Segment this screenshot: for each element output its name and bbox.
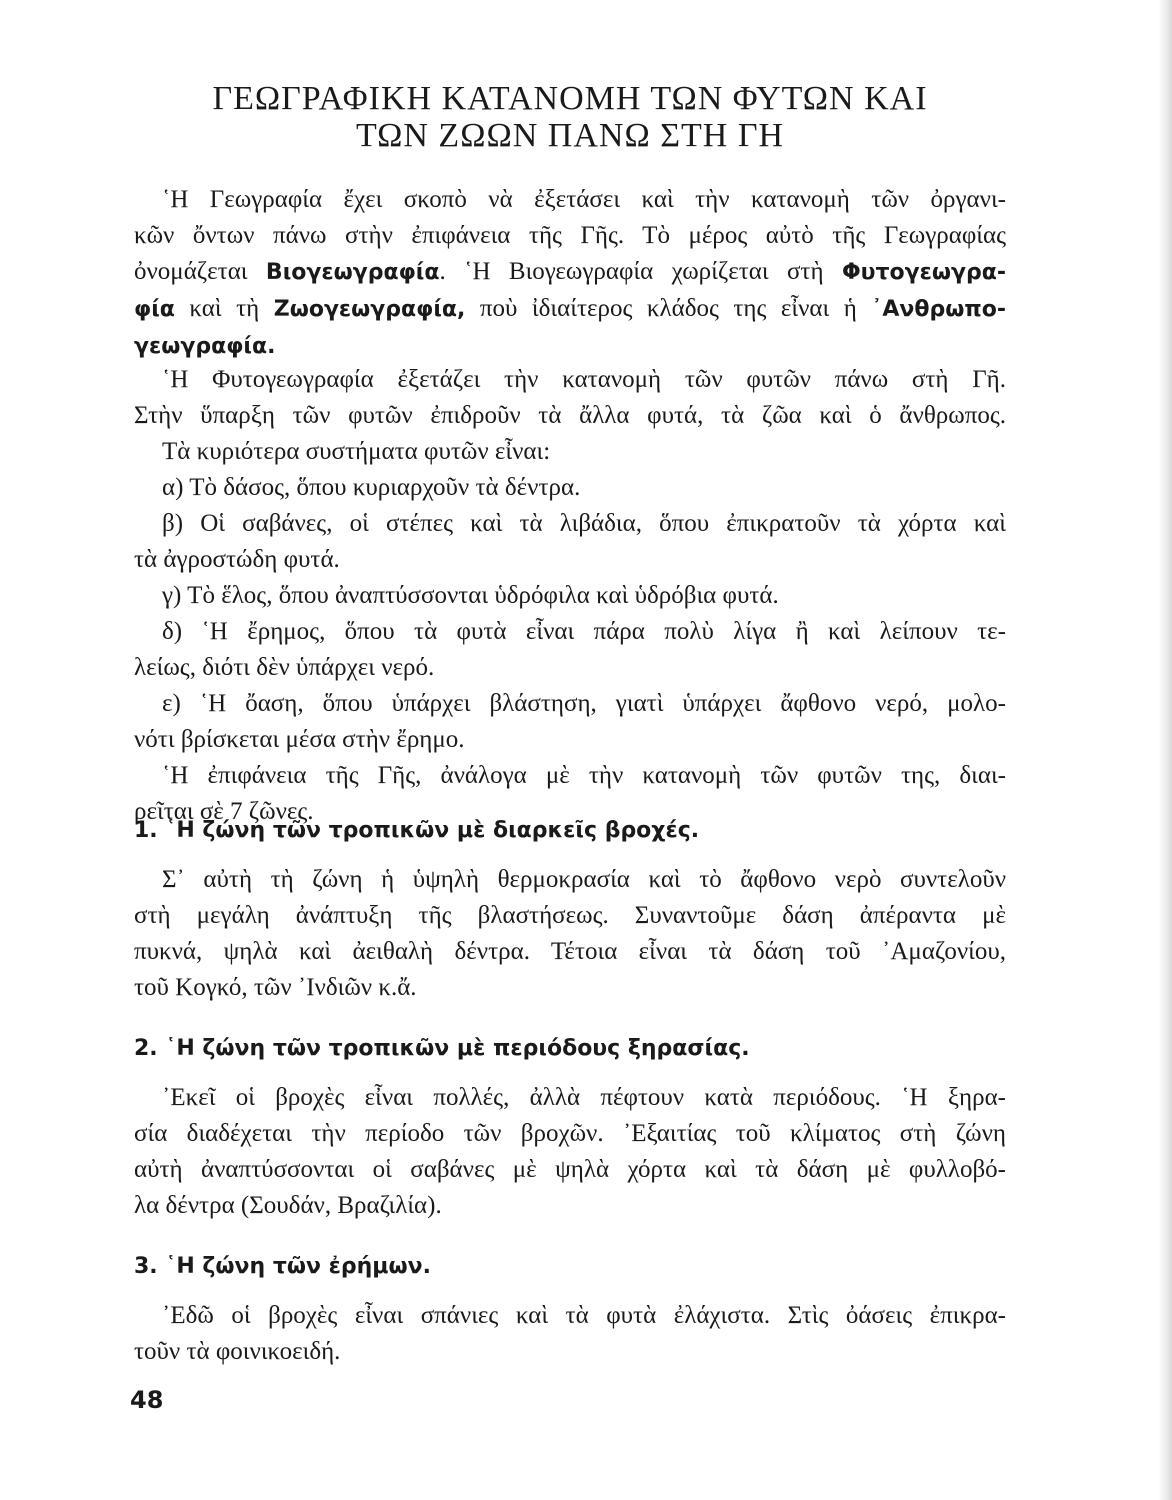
term-anthropogeography-end: γεωγραφία. [134,334,276,359]
section-3-paragraph [134,1298,1006,1370]
text-line: λα δέντρα (Σουδάν, Βραζιλία). [134,1192,442,1219]
term-phytogeography-end: φία [134,297,175,322]
text-line: ὀνομάζεται Βιογεωγραφία. ῾Η Βιογεωγραφία χωρίζεται στὴ Φυτογεωγρα- [134,258,1006,285]
intro-paragraph [134,182,1006,365]
list-item-d: δ) ῾Η ἔρημος, ὅπου τὰ φυτὰ εἶναι πάρα πολὺ λίγα ἢ καὶ λείπουν τε- [162,618,1006,645]
text-line: ᾿Εκεῖ οἱ βροχὲς εἶναι πολλές, ἀλλὰ πέφτουν κατὰ περιόδους. ῾Η ξηρα- [162,1084,1006,1111]
text-line: ᾿Εδῶ οἱ βροχὲς εἶναι σπάνιες καὶ τὰ φυτὰ ἐλάχιστα. Στὶς ὀάσεις ἐπικρα- [162,1302,1006,1329]
text-line: τοῦν τὰ φοινικοειδή. [134,1338,341,1365]
text-line: φία καὶ τὴ Ζωογεωγραφία, ποὺ ἰδιαίτερος κλάδος της εἶναι ἡ ᾿Ανθρωπο- [134,295,1006,322]
page-title [130,80,1010,154]
text-line: στὴ μεγάλη ἀνάπτυξη τῆς βλαστήσεως. Συναντοῦμε δάση ἀπέραντα μὲ [134,902,1006,929]
text-line: ρεῖται σὲ 7 ζῶνες. [134,798,314,825]
term-zoogeography: Ζωογεωγραφία, [273,297,466,322]
text-line: νότι βρίσκεται μέσα στὴν ἔρημο. [134,726,465,753]
text-line: κῶν ὄντων πάνω στὴν ἐπιφάνεια τῆς Γῆς. Τὸ μέρος αὐτὸ τῆς Γεωγραφίας [134,222,1006,249]
text-line: πυκνά, ψηλὰ καὶ ἀειθαλὴ δέντρα. Τέτοια εἶναι τὰ δάση τοῦ ᾿Αμαζονίου, [134,938,1006,965]
section-heading-2: 2. ῾Η ζώνη τῶν τροπικῶν μὲ περιόδους ξηρασίας. [134,1036,750,1061]
text-line: τὰ ἀγροστώδη φυτά. [134,546,340,573]
title-line-2: ΤΩΝ ΖΩΩΝ ΠΑΝΩ ΣΤΗ ΓΗ [355,117,785,154]
text-line: λείως, διότι δὲν ὑπάρχει νερό. [134,654,435,681]
text-line: Στὴν ὕπαρξη τῶν φυτῶν ἐπιδροῦν τὰ ἄλλα φυτά, τὰ ζῶα καὶ ὁ ἄνθρωπος. [134,402,1006,429]
page-number: 48 [130,1386,164,1414]
text-line: αὐτὴ ἀναπτύσσονται οἱ σαβάνες μὲ ψηλὰ χόρτα καὶ τὰ δάση μὲ φυλλοβό- [134,1156,1006,1183]
list-item-b: β) Οἱ σαβάνες, οἱ στέπες καὶ τὰ λιβάδια, ὅπου ἐπικρατοῦν τὰ χόρτα καὶ [162,510,1006,537]
phytogeography-paragraph [134,362,1006,830]
page-edge-shadow [1158,0,1172,1500]
list-item-e: ε) ῾Η ὄαση, ὅπου ὑπάρχει βλάστηση, γιατὶ ὑπάρχει ἄφθονο νερό, μολο- [162,690,1006,717]
list-item-a: α) Τὸ δάσος, ὅπου κυριαρχοῦν τὰ δέντρα. [162,474,581,501]
title-line-1: ΓΕΩΓΡΑΦΙΚΗ ΚΑΤΑΝΟΜΗ ΤΩΝ ΦΥΤΩΝ ΚΑΙ [212,80,928,117]
text-line: ῾Η ἐπιφάνεια τῆς Γῆς, ἀνάλογα μὲ τὴν κατανομὴ τῶν φυτῶν της, διαι- [162,762,1006,789]
section-2-paragraph [134,1080,1006,1224]
section-heading-1: 1. ῾Η ζώνη τῶν τροπικῶν μὲ διαρκεῖς βροχές. [134,818,700,843]
term-anthropogeography: ᾿Ανθρωπο- [871,297,1006,322]
section-1-paragraph [134,862,1006,1006]
text-line: ῾Η Γεωγραφία ἔχει σκοπὸ νὰ ἐξετάσει καὶ τὴν κατανομὴ τῶν ὀργανι- [162,186,1006,213]
text-line: Τὰ κυριότερα συστήματα φυτῶν εἶναι: [162,438,551,465]
section-heading-3: 3. ῾Η ζώνη τῶν ἐρήμων. [134,1254,431,1279]
text-line: Σ᾿ αὐτὴ τὴ ζώνη ἡ ὑψηλὴ θερμοκρασία καὶ τὸ ἄφθονο νερὸ συντελοῦν [162,866,1006,893]
text-line: ῾Η Φυτογεωγραφία ἐξετάζει τὴν κατανομὴ τῶν φυτῶν πάνω στὴ Γῆ. [162,366,1006,393]
term-phytogeography: Φυτογεωγρα- [841,260,1006,285]
term-biogeography: Βιογεωγραφία [265,260,440,285]
text-line [134,328,1006,365]
text-line: σία διαδέχεται τὴν περίοδο τῶν βροχῶν. ᾿Εξαιτίας τοῦ κλίματος στὴ ζώνη [134,1120,1006,1147]
text-line: τοῦ Κογκό, τῶν ᾿Ινδιῶν κ.ἄ. [134,974,417,1001]
list-item-c: γ) Τὸ ἕλος, ὅπου ἀναπτύσσονται ὑδρόφιλα καὶ ὑδρόβια φυτά. [162,582,779,609]
